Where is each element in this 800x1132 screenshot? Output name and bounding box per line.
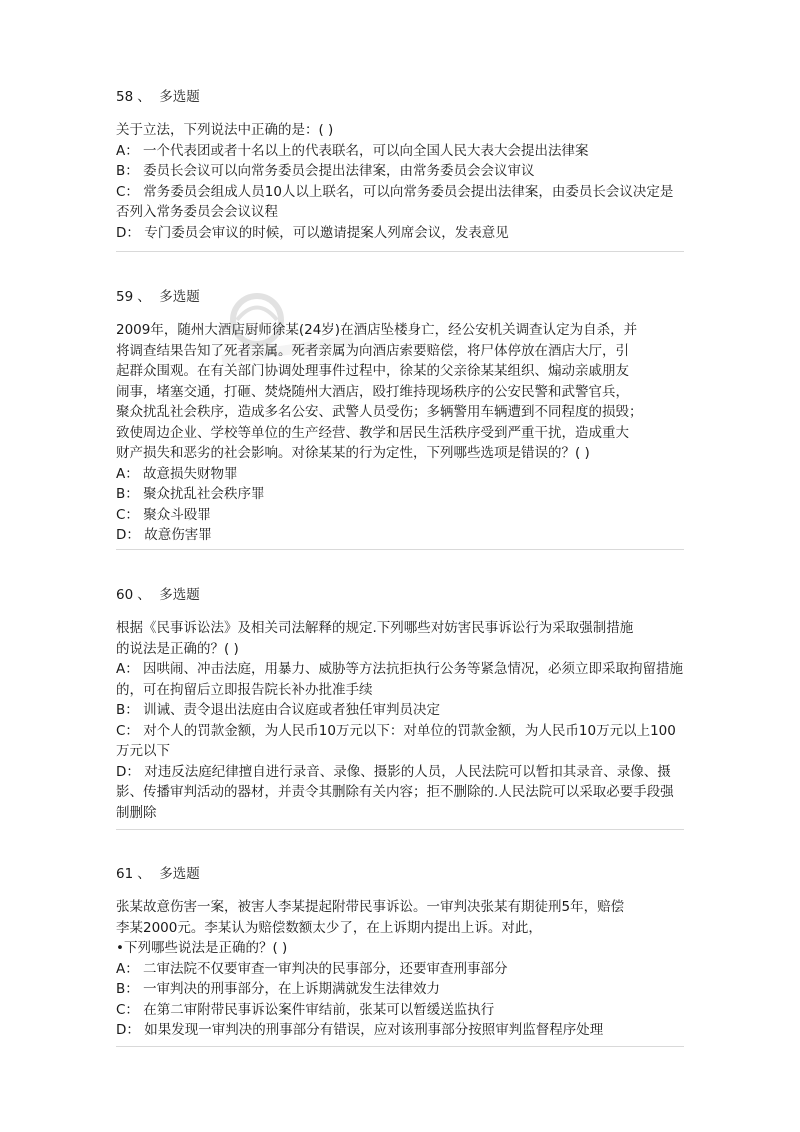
option-text: 聚众扰乱社会秩序罪 — [143, 486, 265, 502]
option-text: 一审判决的刑事部分，在上诉期满就发生法律效力 — [143, 981, 441, 997]
option-b — [116, 484, 686, 505]
question-stem-line: 关于立法，下列说法中正确的是：( ) — [116, 122, 334, 138]
option-label: A： — [116, 465, 139, 482]
option-text: 故意伤害罪 — [144, 527, 212, 543]
question-type: 多选题 — [159, 587, 200, 603]
option-text: 对违反法庭纪律擅自进行录音、录像、摄影的人员，人民法院可以暂扣其录音、录像、摄影、传播审判活动的器材，并责令其删除有关内容；拒不删除的.人民法院可以采取必要手段强制删除 — [116, 763, 674, 821]
option-label: C： — [116, 506, 139, 523]
option-text: 对个人的罚款金额，为人民币10万元以下：对单位的罚款金额，为人民币10万元以上100万元以下 — [116, 722, 676, 759]
question-divider — [116, 1046, 684, 1047]
option-c — [116, 1000, 686, 1021]
question-divider — [116, 549, 684, 550]
option-text: 在第二审附带民事诉讼案件审结前，张某可以暂缓送监执行 — [143, 1001, 495, 1018]
question-header — [116, 87, 686, 107]
question-header — [116, 864, 686, 884]
question-divider — [116, 829, 684, 830]
question-type: 多选题 — [159, 866, 200, 882]
option-text: 训诫、责令退出法庭由合议庭或者独任审判员决定 — [143, 702, 441, 718]
option-label: A： — [116, 661, 139, 677]
option-text: 专门委员会审议的时候，可以邀请提案人列席会议，发表意见 — [144, 224, 509, 241]
question-separator: 、 — [137, 587, 151, 603]
option-label: C： — [116, 722, 139, 739]
question-number: 58 — [116, 89, 134, 105]
question-stem-line: 张某故意伤害一案，被害人李某提起附带民事诉讼。一审判决张某有期徒刑5年，赔偿 — [116, 899, 625, 915]
option-b — [116, 161, 686, 182]
option-label: B： — [116, 702, 139, 718]
question-stem-line: •下列哪些说法是正确的？( ) — [116, 940, 288, 956]
option-c — [116, 182, 686, 223]
question-type: 多选题 — [159, 89, 200, 105]
question-separator: 、 — [137, 89, 151, 105]
question-separator: 、 — [137, 289, 151, 305]
question-stem-line: 的说法是正确的？( ) — [116, 640, 239, 657]
option-text: 如果发现一审判决的刑事部分有错误，应对该刑事部分按照审判监督程序处理 — [144, 1022, 604, 1038]
option-a — [116, 141, 686, 162]
option-label: D： — [116, 527, 140, 543]
question-stem-line: 起群众围观。在有关部门协调处理事件过程中，徐某的父亲徐某某组织、煽动亲戚朋友 — [116, 363, 629, 379]
question-60 — [116, 585, 686, 823]
option-label: B： — [116, 981, 139, 997]
question-number: 61 — [116, 866, 134, 882]
option-label: D： — [116, 763, 140, 780]
question-body — [116, 618, 686, 823]
option-text: 故意损失财物罪 — [143, 465, 238, 482]
option-text: 聚众斗殴罪 — [143, 506, 211, 523]
option-d — [116, 762, 686, 824]
option-text: 常务委员会组成人员10人以上联名，可以向常务委员会提出法律案，由委员长会议决定是否列入常务委员会会议议程 — [116, 183, 674, 220]
option-d — [116, 223, 686, 244]
option-text: 委员长会议可以向常务委员会提出法律案，由常务委员会会议审议 — [143, 163, 535, 179]
question-stem-line: 闹事，堵塞交通，打砸、焚烧随州大酒店，殴打维持现场秩序的公安民警和武警官兵， — [116, 383, 629, 400]
question-stem-line: 将调查结果告知了死者亲属。死者亲属为向酒店索要赔偿，将尸体停放在酒店大厅，引 — [116, 342, 629, 359]
question-type: 多选题 — [159, 289, 200, 305]
question-59 — [116, 287, 686, 546]
question-stem-line: 致使周边企业、学校等单位的生产经营、教学和居民生活秩序受到严重干扰，造成重大 — [116, 424, 629, 441]
question-stem-line: 根据《民事诉讼法》及相关司法解释的规定.下列哪些对妨害民事诉讼行为采取强制措施 — [116, 620, 634, 636]
question-stem-line: 财产损失和恶劣的社会影响。对徐某某的行为定性，下列哪些选项是错误的？( ) — [116, 445, 590, 461]
option-a — [116, 464, 686, 485]
question-divider — [116, 251, 684, 252]
question-body — [116, 320, 686, 546]
option-label: A： — [116, 960, 139, 977]
option-label: D： — [116, 1022, 140, 1038]
option-b — [116, 979, 686, 1000]
question-number: 59 — [116, 289, 134, 305]
question-body — [116, 120, 686, 243]
question-header — [116, 287, 686, 307]
question-number: 60 — [116, 587, 134, 603]
option-text: 二审法院不仅要审查一审判决的民事部分，还要审查刑事部分 — [143, 960, 508, 977]
option-a — [116, 959, 686, 980]
option-label: C： — [116, 183, 139, 200]
option-label: B： — [116, 163, 139, 179]
option-label: B： — [116, 486, 139, 502]
option-c — [116, 721, 686, 762]
question-separator: 、 — [137, 866, 151, 882]
option-a — [116, 659, 686, 700]
question-stem-line: 2009年，随州大酒店厨师徐某(24岁)在酒店坠楼身亡，经公安机关调查认定为自杀，并 — [116, 322, 638, 338]
question-body — [116, 897, 686, 1041]
question-stem-line: 聚众扰乱社会秩序，造成多名公安、武警人员受伤；多辆警用车辆遭到不同程度的损毁； — [116, 404, 643, 420]
question-header — [116, 585, 686, 605]
option-label: A： — [116, 142, 139, 159]
question-stem-line: 李某2000元。李某认为赔偿数额太少了，在上诉期内提出上诉。对此， — [116, 919, 542, 936]
option-d — [116, 1020, 686, 1041]
option-b — [116, 700, 686, 721]
question-58 — [116, 87, 686, 243]
option-text: 因哄闹、冲击法庭，用暴力、威胁等方法抗拒执行公务等紧急情况，必须立即采取拘留措施的，可在拘留后立即报告院长补办批准手续 — [116, 661, 684, 698]
option-label: D： — [116, 224, 140, 241]
option-c — [116, 505, 686, 526]
option-label: C： — [116, 1001, 139, 1018]
question-61 — [116, 864, 686, 1041]
option-d — [116, 525, 686, 546]
option-text: 一个代表团或者十名以上的代表联名，可以向全国人民大表大会提出法律案 — [143, 142, 589, 159]
